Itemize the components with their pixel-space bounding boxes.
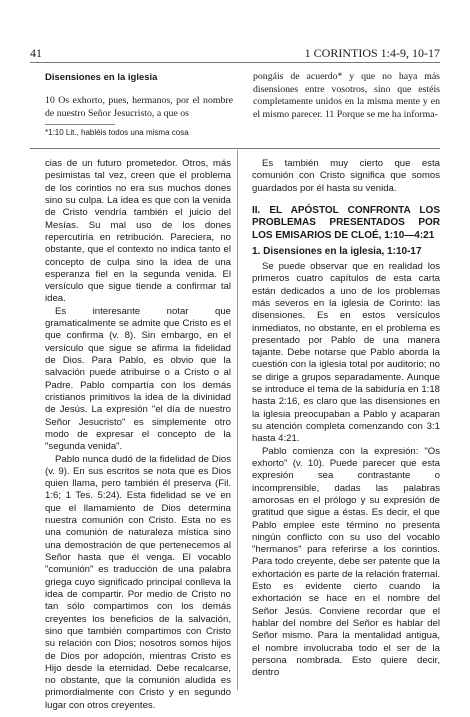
commentary-paragraph: cias de un futuro prometedor. Otros, más pesimistas tal vez, creen que el problema de los corintios no era sus muchos dones sino su culpa. La idea es que con la venida de Cristo vendría también el juicio del Mesías. Su mal uso de los dones repercutiría en retribución. Pareciera, no obstante, que el contexto no indica tanto el concepto de culpa sino la idea de una esperanza fiel en la segunda venida. El versículo que sigue tiende a confirmar tal idea. — [45, 158, 231, 305]
footnote: *1:10 Lit., habléis todos una misma cosa — [45, 128, 189, 137]
bible-section-heading: Disensiones en la iglesia — [45, 72, 158, 83]
commentary-paragraph: Es también muy cierto que esta comunión con Cristo significa que somos guardados por él hasta su venida. — [252, 158, 440, 194]
bible-text-right: pongáis de acuerdo* y que no haya más disensiones entre vosotros, sino que estéis completamente unidos en la misma mente y en el mismo parecer. 11 Porque se me ha informa- — [253, 71, 440, 120]
page-number: 41 — [30, 46, 42, 60]
section-rule — [30, 148, 440, 149]
running-head: 1 CORINTIOS 1:4-9, 10-17 — [304, 46, 440, 60]
commentary-right-column — [252, 158, 440, 680]
column-divider — [237, 150, 238, 690]
commentary-paragraph: Pablo nunca dudó de la fidelidad de Dios (v. 9). En sus escritos se nota que es Dios quien llama, pero también él preserva (Fil. 1:6; 1 Tes. 5:24). Esta fidelidad se ve en que el llamamiento de Dios determina nuestra comunión con Cristo. Esta no es una comunión de naturaleza mística sino una demostración de que pertenecemos al Señor hasta que él venga. El vocablo "comunión" es traducción de una palabra griega cuyo significado principal conlleva la idea de compartir. Por medio de Cristo no tan sólo compartimos con los demás creyentes los beneficios de la salvación, sino que también compartimos con Cristo su relación con Dios; nosotros somos hijos de Dios por adopción, mientras Cristo es Hijo desde la eternidad. Debe recalcarse, no obstante, que la comunión aludida es primordialmente con Cristo y en segundo lugar con otros creyentes. — [45, 453, 231, 711]
commentary-subheading: 1. Disensiones en la iglesia, 1:10-17 — [252, 246, 422, 258]
header-rule — [30, 62, 440, 63]
footnote-rule — [45, 124, 115, 125]
commentary-paragraph: Es interesante notar que gramaticalmente se admite que Cristo es el que confirma (v. 8). Sin embargo, en el versículo que sigue se afirma la fidelidad de Dios. Para Pablo, es obvio que la salvación puede atribuirse o a Cristo o al Padre. Pablo compartía con los demás cristianos primitivos la idea de la divinidad de Jesús. La expresión "el día de nuestro Señor Jesucristo" es simplemente otro modo de expresar el concepto de la "segunda venida". — [45, 305, 231, 453]
commentary-section-heading: II. EL APÓSTOL CONFRONTA LOS PROBLEMAS PRESENTADOS POR LOS EMISARIOS DE CLOÉ, 1:10—4:21 — [252, 204, 440, 241]
commentary-left-column — [45, 158, 231, 712]
commentary-paragraph: Pablo comienza con la expresión: "Os exhorto" (v. 10). Puede parecer que esta expresión sea contrastante o incomprensible, dadas las palabras amorosas en el prólogo y su expresión de gratitud que sigue a éstas. Es decir, el que Pablo emplee este término no presenta ningún conflicto con su uso del vocablo "hermanos" para referirse a los corintios. Para todo creyente, debe ser patente que la exhortación es parte de la relación fraternal. Esto es evidente cierto cuando la exhortación se hace en el nombre del Señor Jesús. Conviene recordar que el hablar del nombre del Señor es hablar del Señor mismo. Para la mentalidad antigua, el nombre involucraba todo el ser de la persona nombrada. Esto quiere decir, dentro — [252, 445, 440, 679]
commentary-paragraph: Se puede observar que en realidad los primeros cuatro capítulos de esta carta están dedicados a uno de los problemas más severos en la iglesia de Corinto: las disensiones. Es en estos versículos inmediatos, no obstante, en el problema es presentado por Pablo de una manera tajante. Debe notarse que Pablo aborda la cuestión con la iglesia total por auditorio; no se dirige a grupos separadamente. Aunque se introduce el tema de la sabiduría en 1:18 hasta 2:16, es claro que las disensiones en la iglesia preocupaban a Pablo y acaparan su atención completa comenzando con 3:1 hasta 4:21. — [252, 260, 440, 445]
bible-text-left: 10 Os exhorto, pues, hermanos, por el nombre de nuestro Señor Jesucristo, a que os — [45, 95, 233, 119]
